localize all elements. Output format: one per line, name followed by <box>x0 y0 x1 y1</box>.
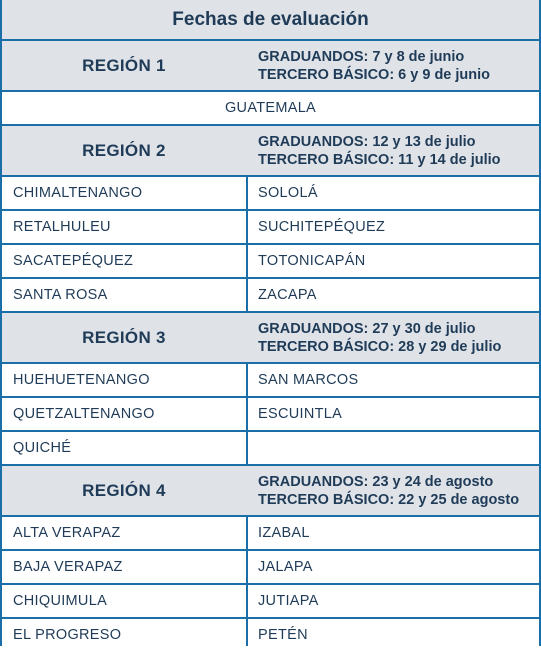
department-cell: SACATEPÉQUEZ <box>13 253 134 269</box>
department-cell: CHIQUIMULA <box>13 593 108 609</box>
table-row <box>2 279 539 311</box>
region-3-name: REGIÓN 3 <box>82 327 166 347</box>
region-4-tercero: TERCERO BÁSICO: 22 y 25 de agosto <box>258 491 520 508</box>
table-row <box>2 177 539 209</box>
department-cell: ZACAPA <box>258 287 317 303</box>
department-cell: BAJA VERAPAZ <box>13 559 123 575</box>
department-cell: IZABAL <box>258 525 310 541</box>
region-3-dates <box>246 320 539 356</box>
department-cell: SOLOLÁ <box>258 185 318 201</box>
department-cell: SAN MARCOS <box>258 372 359 388</box>
department-cell: EL PROGRESO <box>13 627 122 643</box>
region-4-dates <box>246 473 539 509</box>
region-1-name: REGIÓN 1 <box>82 55 166 75</box>
department-cell: QUICHÉ <box>13 440 72 456</box>
region-2-name: REGIÓN 2 <box>82 140 166 160</box>
region-2-dates <box>246 133 539 169</box>
department-cell: QUETZALTENANGO <box>13 406 155 422</box>
department-cell: CHIMALTENANGO <box>13 185 143 201</box>
table-row <box>2 619 539 651</box>
department-cell: JALAPA <box>258 559 313 575</box>
table-row <box>2 432 539 464</box>
department-cell: PETÉN <box>258 627 308 643</box>
department-cell: GUATEMALA <box>224 100 317 116</box>
region-1-tercero: TERCERO BÁSICO: 6 y 9 de junio <box>258 66 491 83</box>
region-4-header <box>2 466 539 515</box>
table-row <box>2 517 539 549</box>
region-3-graduandos: GRADUANDOS: 27 y 30 de julio <box>258 320 476 337</box>
table-row <box>2 585 539 617</box>
department-cell: SANTA ROSA <box>13 287 108 303</box>
region-1-dates <box>246 48 539 84</box>
department-cell: HUEHUETENANGO <box>13 372 150 388</box>
region-3-header <box>2 313 539 362</box>
region-2-graduandos: GRADUANDOS: 12 y 13 de julio <box>258 133 476 150</box>
table-row <box>2 551 539 583</box>
region-1-header <box>2 41 539 90</box>
table-row <box>2 398 539 430</box>
department-cell: TOTONICAPÁN <box>258 253 366 269</box>
region-3-tercero: TERCERO BÁSICO: 28 y 29 de julio <box>258 338 502 355</box>
table-row <box>2 245 539 277</box>
table-row <box>2 92 539 124</box>
region-1-graduandos: GRADUANDOS: 7 y 8 de junio <box>258 48 465 65</box>
table-title <box>2 0 539 39</box>
table-title-text: Fechas de evaluación <box>172 8 369 30</box>
region-4-graduandos: GRADUANDOS: 23 y 24 de agosto <box>258 473 494 490</box>
department-cell: SUCHITEPÉQUEZ <box>258 219 386 235</box>
department-cell <box>246 432 539 464</box>
department-cell: ESCUINTLA <box>258 406 343 422</box>
region-4-name: REGIÓN 4 <box>82 480 166 500</box>
department-cell: JUTIAPA <box>258 593 319 609</box>
table-row <box>2 211 539 243</box>
region-2-header <box>2 126 539 175</box>
department-cell: RETALHULEU <box>13 219 111 235</box>
region-2-tercero: TERCERO BÁSICO: 11 y 14 de julio <box>258 151 501 168</box>
department-cell: ALTA VERAPAZ <box>13 525 121 541</box>
table-row <box>2 364 539 396</box>
